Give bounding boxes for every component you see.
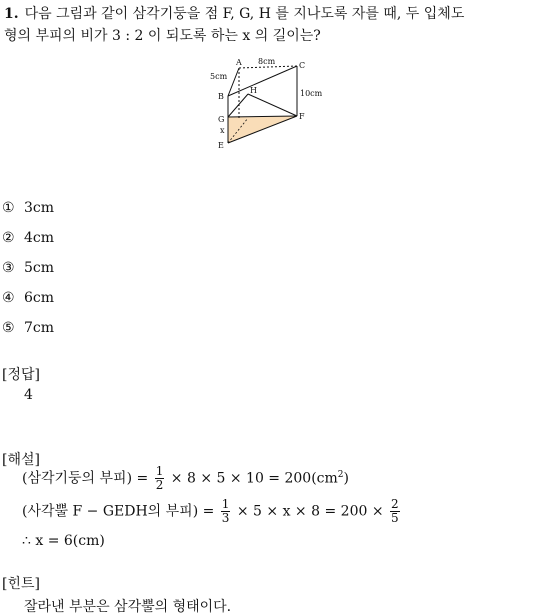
edge-h-f: [248, 94, 297, 116]
label-b: B: [218, 92, 224, 101]
explanation-line-1-close: ): [343, 470, 349, 487]
answer-value: 4: [24, 387, 33, 403]
frac-denominator: 3: [221, 511, 230, 525]
frac-numerator: 1: [155, 464, 164, 478]
fraction-two-fifths: [390, 498, 400, 525]
choice-3[interactable]: [2, 259, 54, 277]
choice-1-text: 3cm: [24, 200, 55, 216]
explanation-line-1-suffix: × 8 × 5 × 10 = 200(cm: [166, 470, 338, 487]
edge-h-g: [228, 94, 248, 117]
frac-denominator: 5: [391, 511, 399, 525]
label-left-length: 5cm: [210, 72, 228, 81]
hint-text: 잘라낸 부분은 삼각뿔의 형태이다.: [24, 599, 232, 615]
choice-4-mark: ④: [2, 290, 15, 306]
choice-2[interactable]: [2, 229, 54, 247]
choice-2-mark: ②: [2, 230, 15, 246]
choice-4[interactable]: [2, 289, 54, 307]
choice-3-mark: ③: [2, 260, 15, 276]
question-text-1: 다음 그림과 같이 삼각기둥을 점 F, G, H 를 지나도록 자를 때, 두 입체도: [24, 6, 465, 22]
explanation-label: [해설]: [2, 452, 40, 468]
explanation-line-2-mid: × 5 × x × 8 = 200 ×: [232, 503, 389, 520]
question-number: 1.: [4, 6, 19, 22]
frac-numerator: 2: [391, 497, 399, 511]
explanation-line-1-prefix: (삼각기둥의 부피) =: [22, 470, 153, 487]
fraction-one-half: [155, 465, 165, 492]
fraction-one-third: [221, 498, 231, 525]
explanation-line-1: [22, 465, 349, 492]
question-line-1: [4, 5, 464, 23]
answer-label: [정답]: [2, 367, 40, 383]
label-a: A: [236, 58, 242, 67]
edge-ac: [239, 66, 297, 68]
label-c: C: [299, 61, 306, 70]
explanation-line-2: [22, 498, 402, 525]
label-g: G: [218, 115, 225, 124]
label-x: x: [220, 126, 225, 135]
label-top-length: 8cm: [258, 57, 276, 66]
question-line-2: 형의 부피의 비가 3 : 2 이 되도록 하는 x 의 길이는?: [4, 28, 321, 44]
choice-3-text: 5cm: [24, 260, 55, 276]
label-right-length: 10cm: [300, 89, 323, 98]
label-f: F: [299, 112, 305, 121]
choice-5[interactable]: [2, 319, 54, 337]
frac-numerator: 1: [221, 497, 230, 511]
choice-5-text: 7cm: [24, 320, 55, 336]
choice-1-mark: ①: [2, 200, 15, 216]
frac-denominator: 2: [155, 478, 164, 492]
explanation-line-3: ∴ x = 6(cm): [22, 533, 105, 549]
hint-label: [힌트]: [2, 576, 40, 592]
superscript: 2: [337, 469, 344, 480]
label-e: E: [218, 141, 224, 150]
choice-4-text: 6cm: [24, 290, 55, 306]
choice-2-text: 4cm: [24, 230, 55, 246]
explanation-line-2-prefix: (사각뿔 F − GEDH의 부피) =: [22, 503, 219, 520]
choice-5-mark: ⑤: [2, 320, 15, 336]
triangular-prism-figure: [208, 56, 332, 152]
label-h: H: [250, 86, 257, 95]
choice-1[interactable]: [2, 199, 54, 217]
